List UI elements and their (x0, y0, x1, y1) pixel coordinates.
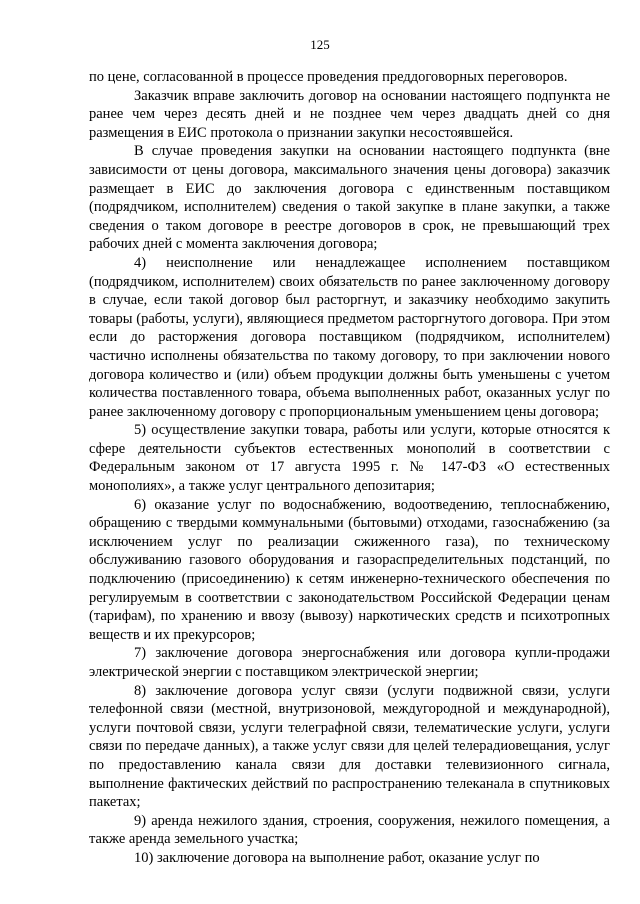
paragraph-contract-timing: Заказчик вправе заключить договор на основании настоящего подпункта не ранее чем через десять дней и не позднее чем через двадцать дней со дня размещения в ЕИС протокола о признании закупки несостоявшейся. (89, 87, 610, 141)
paragraph-item-7: 7) заключение договора энергоснабжения или договора купли-продажи электрической энергии с поставщиком электрической энергии; (89, 645, 610, 680)
document-body (89, 68, 610, 868)
page-number: 125 (310, 37, 330, 52)
paragraph-continuation: по цене, согласованной в процессе проведения преддоговорных переговоров. (89, 69, 568, 85)
paragraph-item-8: 8) заключение договора услуг связи (услуги подвижной связи, услуги телефонной связи (местной, внутризоновой, междугородной и международной), услуги почтовой связи, услуги телеграфной связи, телематические услуги, услуги связи по передаче данных), а также услуг связи для целей телерадиовещания, услуг по предоставлению канала связи для доставки телевизионного сигнала, выполнение фактических действий по распространению телеканала в спутниковых пакетах; (89, 682, 610, 811)
paragraph-item-5: 5) осуществление закупки товара, работы или услуги, которые относятся к сфере деятельности субъектов естественных монополий в соответствии с Федеральным законом от 17 августа 1995 г. № 147-ФЗ «О естественных монополиях», а также услуг центрального депозитария; (89, 422, 610, 495)
paragraph-item-9: 9) аренда нежилого здания, строения, сооружения, нежилого помещения, а также аренда земельного участка; (89, 812, 610, 848)
paragraph-eis-publication: В случае проведения закупки на основании настоящего подпункта (вне зависимости от цены договора, максимального значения цены договора) заказчик размещает в ЕИС до заключения договора с единственным поставщиком (подрядчиком, исполнителем) сведения о такой закупке в плане закупки, а также сведения о таком договоре в реестре договоров в срок, не превышающий трех рабочих дней с момента заключения договора; (89, 143, 610, 253)
paragraph-item-4: 4) неисполнение или ненадлежащее исполнением поставщиком (подрядчиком, исполнителем) своих обязательств по ранее заключенному договору в случае, если такой договор был расторгнут, и заказчику необходимо закупить товары (работы, услуги), являющиеся предметом расторгнутого договора. При этом если до расторжения договора поставщиком (подрядчиком, исполнителем) частично исполнены обязательства по такому договору, то при заключении нового договора количество и (или) объем продукции должны быть уменьшены с учетом количества поставленного товара, объема выполненных работ, оказанных услуг по ранее заключенному договору с пропорциональным уменьшением цены договора; (89, 254, 610, 420)
paragraph-item-6: 6) оказание услуг по водоснабжению, водоотведению, теплоснабжению, обращению с твердыми коммунальными (бытовыми) отходами, газоснабжению (за исключением услуг по реализации сжиженного газа), по техническому обслуживанию газового оборудования и газораспределительных подстанций, по подключению (присоединению) к сетям инженерно-технического обеспечения по регулируемым в соответствии с законодательством Российской Федерации ценам (тарифам), по хранению и ввозу (вывозу) наркотических средств и психотропных веществ и их прекурсоров; (89, 496, 610, 643)
paragraph-item-10: 10) заключение договора на выполнение работ, оказание услуг по (134, 849, 540, 866)
